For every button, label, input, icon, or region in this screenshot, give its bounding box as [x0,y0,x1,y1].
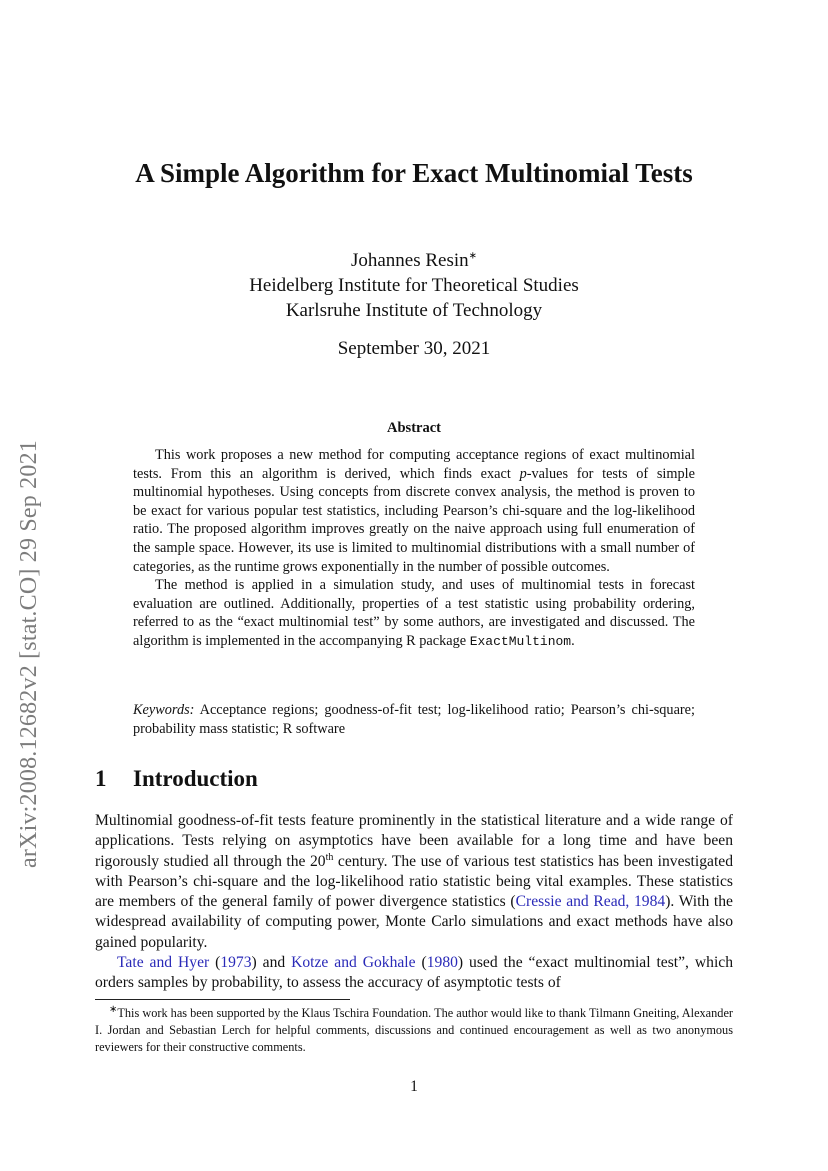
author-name: Johannes Resin [350,250,469,271]
body-text: ( [209,954,221,972]
keywords [133,701,695,738]
citation-link-tate-hyer-year[interactable]: 1973 [220,954,252,972]
body-text: ) and [251,954,292,972]
body-text: ) used the “exact multinomial test”, which orders samples by probability, to assess the accuracy of asymptotic tests of [95,954,734,992]
p-variable: p [519,465,527,482]
abstract-paragraph-1 [133,446,695,576]
author-block [95,248,733,323]
abstract-text: This work proposes a new method for computing acceptance regions of exact multinomial tests. From this an algorithm is derived, which finds exact [133,447,695,482]
body-text: century. The use of various test statistics has been investigated with Pearson’s chi-square and the log-likelihood ratio statistic being vital examples. These statistics are members of the general family of power divergence statistics ( [95,852,733,911]
affiliation-2: Karlsruhe Institute of Technology [285,300,543,321]
abstract-body [133,446,695,652]
citation-link-kotze-gokhale-year[interactable]: 1980 [426,954,458,972]
author-line [95,248,733,273]
abstract-text: The method is applied in a simulation study, and uses of multinomial tests in forecast evaluation are outlined. Additionally, properties of a test statistic using probability ordering, referred to as the “exact multinomial test” by some authors, are investigated and discussed. The algorithm is implemented in the accompanying R package [133,577,695,649]
package-name: ExactMultinom [469,633,572,649]
footnote-paragraph [95,1005,733,1055]
footnote-mark: ∗ [109,1003,118,1015]
section-title: Introduction [133,766,258,791]
footnote [95,1005,733,1055]
introduction-body [95,811,733,994]
paper-title: A Simple Algorithm for Exact Multinomial Tests [135,158,693,188]
arxiv-identifier: arXiv:2008.12682v2 [stat.CO] 29 Sep 2021 [16,440,42,868]
citation-link-cressie-read[interactable]: Cressie and Read, 1984 [515,893,666,911]
abstract-heading: Abstract [387,420,441,436]
footnote-divider [95,999,350,1000]
citation-link-tate-hyer[interactable]: Tate and Hyer [117,954,210,972]
paper-date: September 30, 2021 [337,338,491,359]
affiliation-1: Heidelberg Institute for Theoretical Studies [249,275,579,296]
citation-link-kotze-gokhale[interactable]: Kotze and Gokhale [291,954,416,972]
body-text: ). With the widespread availability of computing power, Monte Carlo simulations and exact methods have also gained popularity. [95,893,733,951]
footnote-text: This work has been supported by the Klaus Tschira Foundation. The author would like to thank Tilmann Gneiting, Alexander I. Jordan and Sebastian Lerch for helpful comments, discussions and continued encouragement as well as two anonymous reviewers for their constructive comments. [95,1006,733,1054]
section-number: 1 [95,766,107,791]
keywords-text: Acceptance regions; goodness-of-fit test; log-likelihood ratio; Pearson’s chi-square; probability mass statistic; R software [133,702,695,737]
abstract-text: . [571,632,575,649]
superscript: th [325,851,334,863]
body-text: ( [415,954,427,972]
body-paragraph-2 [95,953,733,994]
abstract-paragraph-2 [133,576,695,651]
keywords-label: Keywords: [133,702,195,718]
author-footnote-mark: ∗ [468,250,478,262]
abstract-text: -values for tests of simple multinomial hypotheses. Using concepts from discrete convex analysis, the method is proven to be exact for various popular test statistics, including Pearson’s chi-square and the log-likelihood ratio. The proposed algorithm improves greatly on the naive approach using full enumeration of the sample space. However, its use is limited to multinomial distributions with a small number of categories, as the runtime grows exponentially in the number of possible outcomes. [133,465,695,575]
page-number: 1 [410,1078,418,1095]
body-text: Multinomial goodness-of-fit tests feature prominently in the statistical literature and a wide range of applications. Tests relying on asymptotics have been available for a long time and have been rigorously studied all through the 20 [95,812,733,870]
body-paragraph-1 [95,811,733,953]
section-heading [95,766,258,792]
